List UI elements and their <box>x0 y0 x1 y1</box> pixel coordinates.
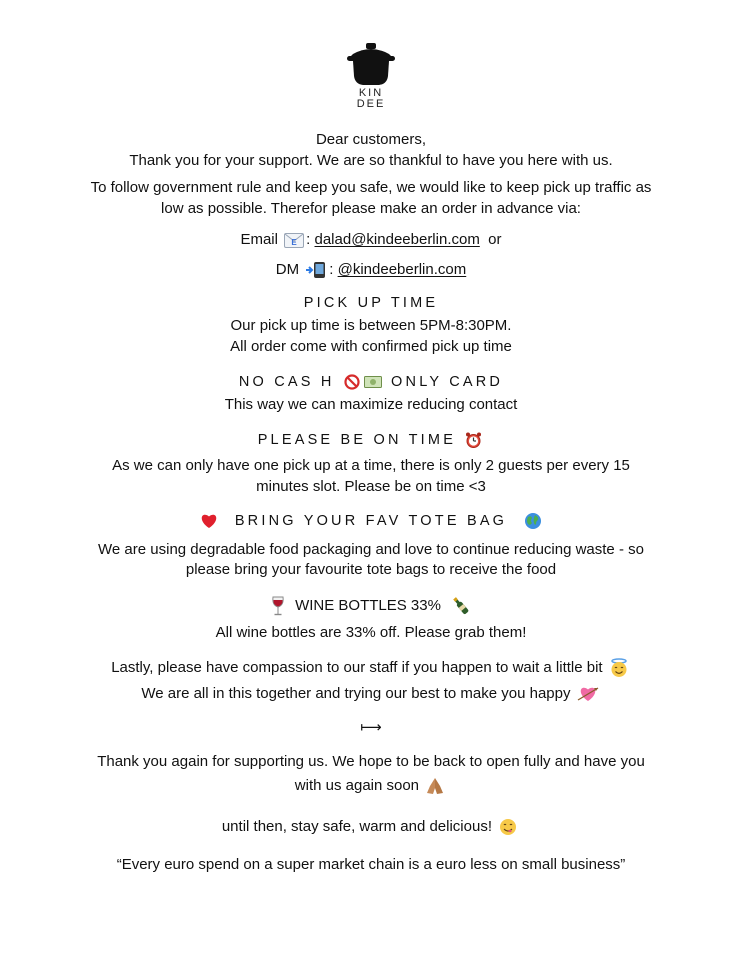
ontime-heading <box>40 430 702 450</box>
arrow-divider: ⟼ <box>360 719 382 736</box>
wine-text: All wine bottles are 33% off. Please grab them! <box>215 624 527 641</box>
intro-line-1: To follow government rule and keep you safe, we would like to keep pick up traffic as <box>90 179 652 196</box>
pickup-line-1: Our pick up time is between 5PM-8:30PM. <box>230 317 512 334</box>
champagne-bottle-icon <box>451 596 471 616</box>
nocash-heading <box>40 372 702 392</box>
greeting: Dear customers, <box>315 131 427 148</box>
closing-quote: “Every euro spend on a super market chain is a euro less on small business” <box>116 856 626 873</box>
smiling-face-with-halo-icon <box>609 658 629 678</box>
folded-hands-icon <box>425 776 445 796</box>
logo-text-dee: DEE <box>356 98 386 110</box>
wine-heading <box>40 596 702 616</box>
prohibited-icon <box>344 374 360 390</box>
lastly-line-2 <box>40 684 702 704</box>
wine-heading-text: WINE BOTTLES 33% <box>295 597 441 614</box>
thanks-again-line-2-text: with us again soon <box>294 777 420 794</box>
pot-logo-icon <box>345 42 397 88</box>
lastly-line-2-text: We are all in this together and trying our best to make you happy <box>141 685 571 702</box>
dm-label: DM <box>275 261 300 278</box>
envelope-icon <box>284 233 304 248</box>
lastly-line-1-text: Lastly, please have compassion to our staff if you happen to wait a little bit <box>111 659 603 676</box>
wine-glass-icon <box>271 596 285 616</box>
kindee-logo <box>345 42 397 112</box>
ontime-heading-text: PLEASE BE ON TIME <box>257 432 457 448</box>
totebag-heading <box>40 511 702 531</box>
logo-text-kin: KIN <box>358 87 384 99</box>
mobile-phone-icon <box>305 261 327 279</box>
email-link[interactable]: dalad@kindeeberlin.com <box>314 231 480 248</box>
intro-line-2: low as possible. Therefor please make an order in advance via: <box>161 200 581 217</box>
globe-icon <box>524 512 542 530</box>
svg-text:E: E <box>291 237 297 247</box>
dm-contact-line <box>40 260 702 280</box>
lastly-line-1 <box>40 658 702 678</box>
heart-with-arrow-icon <box>577 685 599 703</box>
email-or: or <box>488 231 502 248</box>
totebag-line-1: We are using degradable food packaging and love to continue reducing waste - so <box>98 541 644 558</box>
thanks-text: Thank you for your support. We are so thankful to have you here with us. <box>129 152 613 169</box>
pickup-heading: PICK UP TIME <box>303 295 439 311</box>
until-line <box>40 817 702 837</box>
nocash-heading-b: ONLY CARD <box>391 374 504 390</box>
totebag-heading-text: BRING YOUR FAV TOTE BAG <box>234 513 508 529</box>
pickup-line-2: All order come with confirmed pick up time <box>230 338 512 355</box>
banknote-icon <box>364 375 382 389</box>
red-heart-icon <box>200 513 218 529</box>
dm-separator: : <box>329 261 334 278</box>
email-separator: : <box>306 231 311 248</box>
email-contact-line <box>40 230 702 250</box>
totebag-line-2: please bring your favourite tote bags to receive the food <box>185 561 557 578</box>
ontime-line-2: minutes slot. Please be on time <3 <box>256 478 486 495</box>
thanks-again-line-1: Thank you again for supporting us. We hope to be back to open fully and have you <box>97 753 645 770</box>
dm-handle-link[interactable]: @kindeeberlin.com <box>337 261 467 278</box>
ontime-line-1: As we can only have one pick up at a time, there is only 2 guests per every 15 <box>112 457 630 474</box>
until-text: until then, stay safe, warm and delicious! <box>221 818 492 835</box>
nocash-text: This way we can maximize reducing contact <box>224 396 518 413</box>
thanks-again-line-2 <box>40 776 702 796</box>
alarm-clock-icon <box>465 432 482 449</box>
email-label: Email <box>240 231 278 248</box>
nocash-heading-a: NO CAS H <box>238 374 335 390</box>
yum-face-icon <box>498 817 518 837</box>
